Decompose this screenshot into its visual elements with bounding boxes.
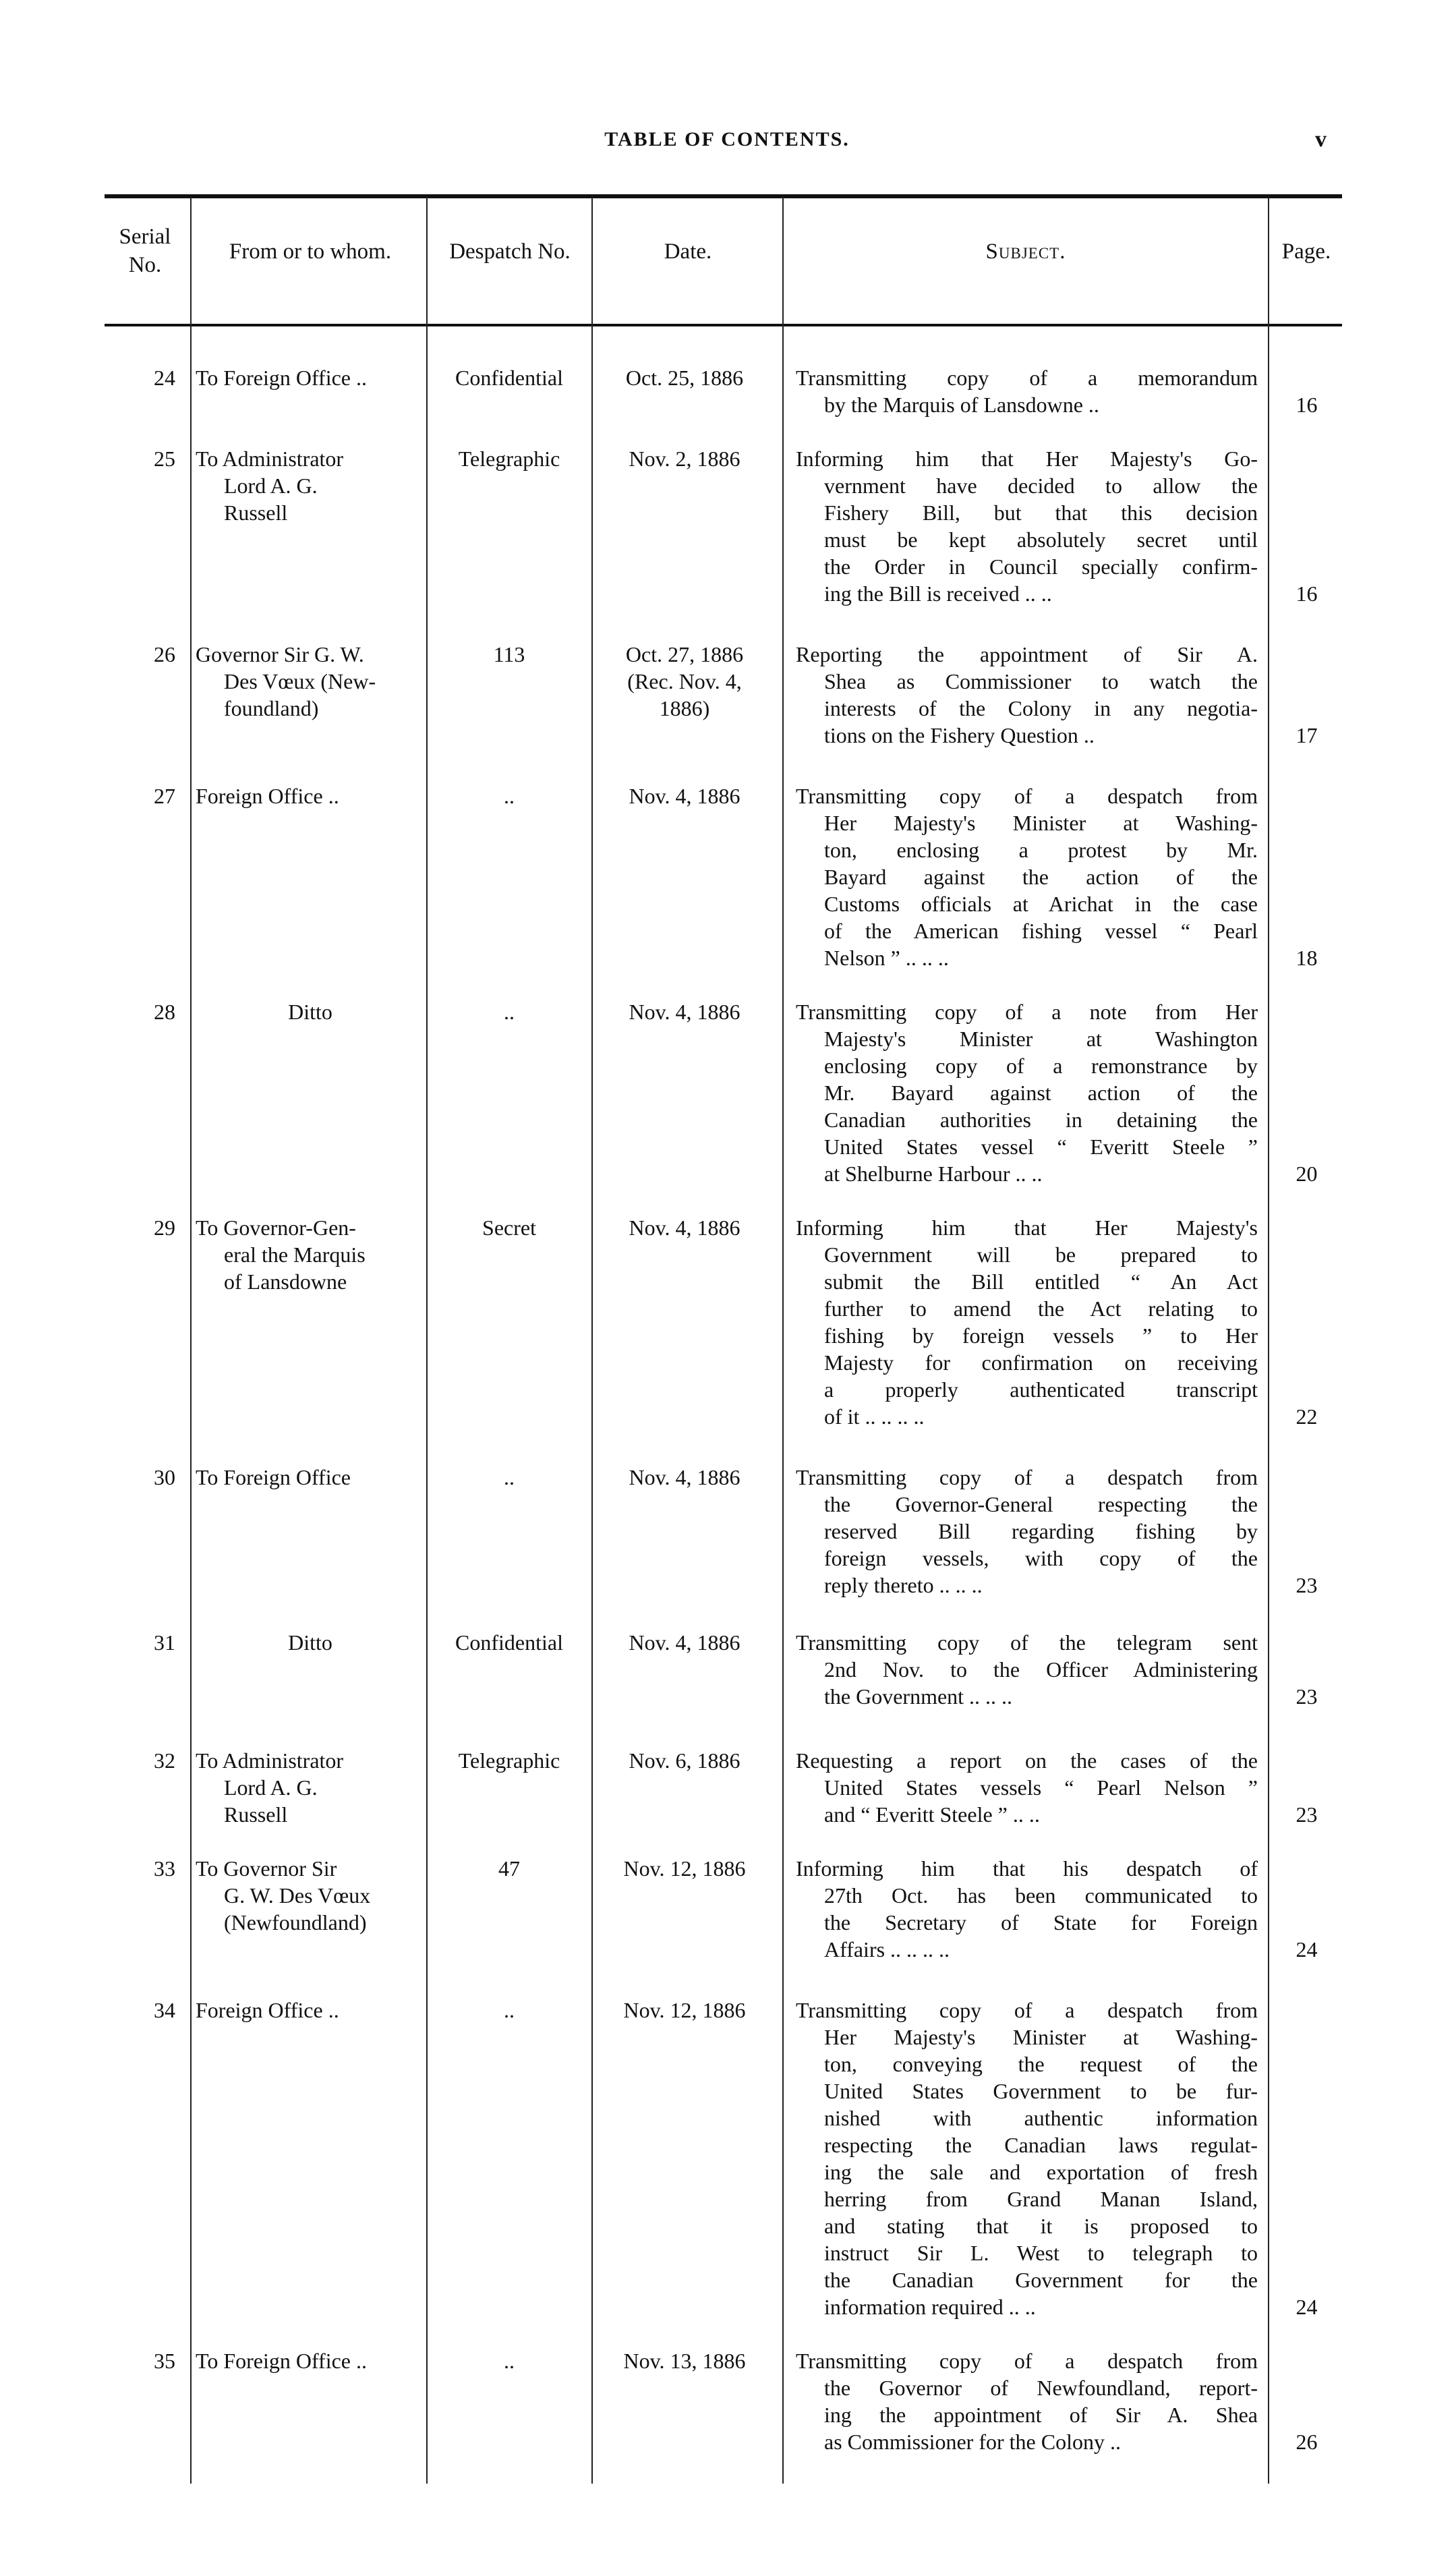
- column-header-serial: Serial No.: [119, 225, 171, 277]
- despatch-number: Telegraphic: [458, 1748, 560, 1773]
- subject-line: Shea as Commissioner to watch the: [824, 669, 1258, 693]
- subject-line: Affairs .. .. .. ..: [824, 1937, 950, 1962]
- column-header-despatch: Despatch No.: [449, 239, 571, 264]
- from-line: foundland): [224, 696, 319, 720]
- subject-line: the Order in Council specially confirm-: [824, 554, 1258, 579]
- date-line: Nov. 4, 1886: [629, 1000, 740, 1024]
- subject-line: Majesty for confirmation on receiving: [824, 1350, 1258, 1375]
- from-to-whom: [196, 1747, 425, 1828]
- despatch-number: Confidential: [455, 1630, 563, 1655]
- despatch-number: 113: [493, 642, 525, 666]
- subject-line: 2nd Nov. to the Officer Administering: [824, 1657, 1258, 1682]
- date-line: 1886): [659, 696, 710, 720]
- serial-number: 28: [154, 1000, 175, 1024]
- page-number: 18: [1296, 946, 1318, 970]
- subject: [796, 2347, 1258, 2455]
- subject-line: 27th Oct. has been communicated to: [824, 1883, 1258, 1908]
- serial-number: 29: [154, 1215, 175, 1240]
- from-line: To Foreign Office: [196, 1465, 351, 1489]
- date-line: Nov. 12, 1886: [623, 1856, 746, 1881]
- from-line: G. W. Des Vœux: [224, 1883, 371, 1908]
- subject-line: the Governor of Newfoundland, report-: [824, 2376, 1258, 2400]
- serial-number: 30: [154, 1465, 175, 1489]
- subject-line: Informing him that Her Majesty's: [796, 1215, 1258, 1240]
- from-line: Russell: [224, 500, 288, 525]
- from-to-whom: [196, 1629, 425, 1656]
- date-line: Nov. 4, 1886: [629, 1630, 740, 1655]
- subject-line: ing the Bill is received .. ..: [824, 581, 1052, 606]
- from-to-whom: [196, 641, 425, 722]
- from-line: of Lansdowne: [224, 1269, 347, 1294]
- subject-line: Nelson ” .. .. ..: [824, 946, 949, 970]
- serial-number: 26: [154, 642, 175, 666]
- despatch-date: [597, 1629, 772, 1656]
- despatch-date: [597, 1214, 772, 1241]
- running-head: TABLE OF CONTENTS.: [604, 128, 850, 150]
- from-line: Foreign Office ..: [196, 784, 339, 808]
- column-header-page: Page.: [1281, 239, 1331, 264]
- subject: [796, 998, 1258, 1187]
- despatch-date: [597, 364, 772, 391]
- subject-line: submit the Bill entitled “ An Act: [824, 1269, 1258, 1294]
- column-divider: [1268, 197, 1269, 2484]
- subject-line: Fishery Bill, but that this decision: [824, 500, 1258, 525]
- despatch-date: [597, 998, 772, 1025]
- from-to-whom: [196, 1464, 425, 1491]
- subject-line: United States Government to be fur-: [824, 2079, 1258, 2103]
- from-to-whom: [196, 1214, 425, 1295]
- from-line: Ditto: [288, 1000, 332, 1024]
- page-number: 16: [1296, 581, 1318, 606]
- date-line: Nov. 2, 1886: [629, 447, 740, 471]
- from-to-whom: [196, 1997, 425, 2024]
- subject-line: United States vessels “ Pearl Nelson ”: [824, 1775, 1258, 1800]
- subject-line: Customs officials at Arichat in the case: [824, 892, 1258, 916]
- despatch-date: [597, 641, 772, 722]
- subject-line: Transmitting copy of a memorandum: [796, 366, 1258, 390]
- despatch-number: Telegraphic: [458, 447, 560, 471]
- despatch-date: [597, 2347, 772, 2374]
- from-line: To Foreign Office ..: [196, 2349, 367, 2373]
- column-divider: [190, 197, 192, 2484]
- subject-line: herring from Grand Manan Island,: [824, 2187, 1258, 2211]
- top-rule: [105, 194, 1342, 198]
- subject: [796, 364, 1258, 418]
- subject-line: the Governor-General respecting the: [824, 1492, 1258, 1516]
- subject-line: Government will be prepared to: [824, 1242, 1258, 1267]
- subject-line: Transmitting copy of a despatch from: [796, 1465, 1258, 1489]
- from-to-whom: [196, 445, 425, 526]
- despatch-number: ..: [504, 784, 515, 808]
- subject-line: United States vessel “ Everitt Steele ”: [824, 1135, 1258, 1159]
- subject-line: by the Marquis of Lansdowne ..: [824, 393, 1099, 417]
- subject-line: Bayard against the action of the: [824, 865, 1258, 889]
- from-line: (Newfoundland): [224, 1910, 367, 1935]
- subject: [796, 1464, 1258, 1599]
- from-line: To Administrator: [196, 447, 344, 471]
- column-divider: [591, 197, 593, 2484]
- despatch-number: 47: [498, 1856, 520, 1881]
- subject-line: Requesting a report on the cases of the: [796, 1748, 1258, 1773]
- page-number: 24: [1296, 2295, 1318, 2319]
- subject-line: must be kept absolutely secret until: [824, 527, 1258, 552]
- from-to-whom: [196, 1855, 425, 1936]
- subject-line: Canadian authorities in detaining the: [824, 1108, 1258, 1132]
- subject-line: interests of the Colony in any negotia-: [824, 696, 1258, 720]
- subject-line: Informing him that Her Majesty's Go-: [796, 447, 1258, 471]
- despatch-number: Secret: [482, 1215, 536, 1240]
- column-header-subject: Subject.: [985, 239, 1066, 264]
- column-header-date: Date.: [664, 239, 712, 264]
- subject-line: foreign vessels, with copy of the: [824, 1546, 1258, 1570]
- from-line: To Administrator: [196, 1748, 344, 1773]
- column-header-from: From or to whom.: [229, 239, 392, 264]
- serial-number: 32: [154, 1748, 175, 1773]
- despatch-number: ..: [504, 2349, 515, 2373]
- serial-number: 34: [154, 1998, 175, 2022]
- subject-line: ing the sale and exportation of fresh: [824, 2160, 1258, 2184]
- from-line: Russell: [224, 1802, 288, 1827]
- date-line: Nov. 4, 1886: [629, 1465, 740, 1489]
- date-line: Nov. 4, 1886: [629, 1215, 740, 1240]
- despatch-date: [597, 445, 772, 472]
- from-line: Ditto: [288, 1630, 332, 1655]
- page-number: 17: [1296, 723, 1318, 747]
- date-line: (Rec. Nov. 4,: [627, 669, 742, 693]
- serial-number: 25: [154, 447, 175, 471]
- serial-number: 24: [154, 366, 175, 390]
- subject: [796, 1997, 1258, 2320]
- subject: [796, 1214, 1258, 1430]
- subject-line: the Secretary of State for Foreign: [824, 1910, 1258, 1935]
- subject-line: and “ Everitt Steele ” .. ..: [824, 1802, 1040, 1827]
- subject-line: Her Majesty's Minister at Washing-: [824, 2025, 1258, 2049]
- despatch-date: [597, 1855, 772, 1882]
- page-number: 23: [1296, 1684, 1318, 1709]
- date-line: Nov. 12, 1886: [623, 1998, 746, 2022]
- date-line: Nov. 13, 1886: [623, 2349, 746, 2373]
- subject-line: reply thereto .. .. ..: [824, 1573, 983, 1597]
- page-number: 20: [1296, 1162, 1318, 1186]
- subject-line: of the American fishing vessel “ Pearl: [824, 919, 1258, 943]
- subject-line: Transmitting copy of a despatch from: [796, 784, 1258, 808]
- from-to-whom: [196, 782, 425, 809]
- subject: [796, 782, 1258, 971]
- subject-line: enclosing copy of a remonstrance by: [824, 1054, 1258, 1078]
- serial-number: 31: [154, 1630, 175, 1655]
- subject-line: Transmitting copy of the telegram sent: [796, 1630, 1258, 1655]
- subject-line: Transmitting copy of a note from Her: [796, 1000, 1258, 1024]
- subject-line: instruct Sir L. West to telegraph to: [824, 2241, 1258, 2265]
- subject-line: Mr. Bayard against action of the: [824, 1081, 1258, 1105]
- page-number: 22: [1296, 1404, 1318, 1429]
- subject: [796, 1747, 1258, 1828]
- subject: [796, 1629, 1258, 1710]
- subject-line: ton, enclosing a protest by Mr.: [824, 838, 1258, 862]
- page-numeral: v: [1315, 127, 1327, 152]
- from-line: Lord A. G.: [224, 1775, 318, 1800]
- subject-line: at Shelburne Harbour .. ..: [824, 1162, 1043, 1186]
- page-number: 23: [1296, 1802, 1318, 1827]
- subject-line: Transmitting copy of a despatch from: [796, 2349, 1258, 2373]
- subject-line: Her Majesty's Minister at Washing-: [824, 811, 1258, 835]
- despatch-date: [597, 782, 772, 809]
- subject-line: respecting the Canadian laws regulat-: [824, 2133, 1258, 2157]
- despatch-number: ..: [504, 1998, 515, 2022]
- subject-line: nished with authentic information: [824, 2106, 1258, 2130]
- subject-line: Transmitting copy of a despatch from: [796, 1998, 1258, 2022]
- date-line: Oct. 25, 1886: [625, 366, 744, 390]
- subject-line: tions on the Fishery Question ..: [824, 723, 1095, 747]
- subject-line: as Commissioner for the Colony ..: [824, 2430, 1121, 2454]
- from-to-whom: [196, 998, 425, 1025]
- serial-number: 35: [154, 2349, 175, 2373]
- from-line: To Governor Sir: [196, 1856, 337, 1881]
- subject-line: the Government .. .. ..: [824, 1684, 1013, 1709]
- from-to-whom: [196, 364, 425, 391]
- page-number: 23: [1296, 1573, 1318, 1597]
- subject-line: and stating that it is proposed to: [824, 2214, 1258, 2238]
- subject-line: vernment have decided to allow the: [824, 474, 1258, 498]
- date-line: Oct. 27, 1886: [625, 642, 744, 666]
- serial-number: 27: [154, 784, 175, 808]
- despatch-number: ..: [504, 1000, 515, 1024]
- page-number: 24: [1296, 1937, 1318, 1962]
- subject-line: Informing him that his despatch of: [796, 1856, 1258, 1881]
- despatch-number: ..: [504, 1465, 515, 1489]
- subject: [796, 445, 1258, 607]
- subject-line: Majesty's Minister at Washington: [824, 1027, 1258, 1051]
- date-line: Nov. 6, 1886: [629, 1748, 740, 1773]
- subject-line: reserved Bill regarding fishing by: [824, 1519, 1258, 1543]
- column-divider: [782, 197, 784, 2484]
- despatch-date: [597, 1747, 772, 1774]
- despatch-date: [597, 1464, 772, 1491]
- header-rule: [105, 324, 1342, 326]
- column-divider: [426, 197, 428, 2484]
- subject-line: ing the appointment of Sir A. Shea: [824, 2403, 1258, 2427]
- subject-line: information required .. ..: [824, 2295, 1036, 2319]
- page-number: 26: [1296, 2430, 1318, 2454]
- despatch-date: [597, 1997, 772, 2024]
- subject-line: the Canadian Government for the: [824, 2268, 1258, 2292]
- despatch-number: Confidential: [455, 366, 563, 390]
- from-to-whom: [196, 2347, 425, 2374]
- from-line: eral the Marquis: [224, 1242, 366, 1267]
- subject-line: Reporting the appointment of Sir A.: [796, 642, 1258, 666]
- subject: [796, 1855, 1258, 1963]
- subject-line: a properly authenticated transcript: [824, 1377, 1258, 1402]
- subject-line: ton, conveying the request of the: [824, 2052, 1258, 2076]
- serial-number: 33: [154, 1856, 175, 1881]
- subject: [796, 641, 1258, 749]
- from-line: Foreign Office ..: [196, 1998, 339, 2022]
- subject-line: of it .. .. .. ..: [824, 1404, 925, 1429]
- date-line: Nov. 4, 1886: [629, 784, 740, 808]
- from-line: Governor Sir G. W.: [196, 642, 364, 666]
- subject-line: fishing by foreign vessels ” to Her: [824, 1323, 1258, 1348]
- from-line: To Foreign Office ..: [196, 366, 367, 390]
- page-number: 16: [1296, 393, 1318, 417]
- subject-line: further to amend the Act relating to: [824, 1296, 1258, 1321]
- from-line: Des Vœux (New-: [224, 669, 376, 693]
- from-line: To Governor-Gen-: [196, 1215, 356, 1240]
- from-line: Lord A. G.: [224, 474, 318, 498]
